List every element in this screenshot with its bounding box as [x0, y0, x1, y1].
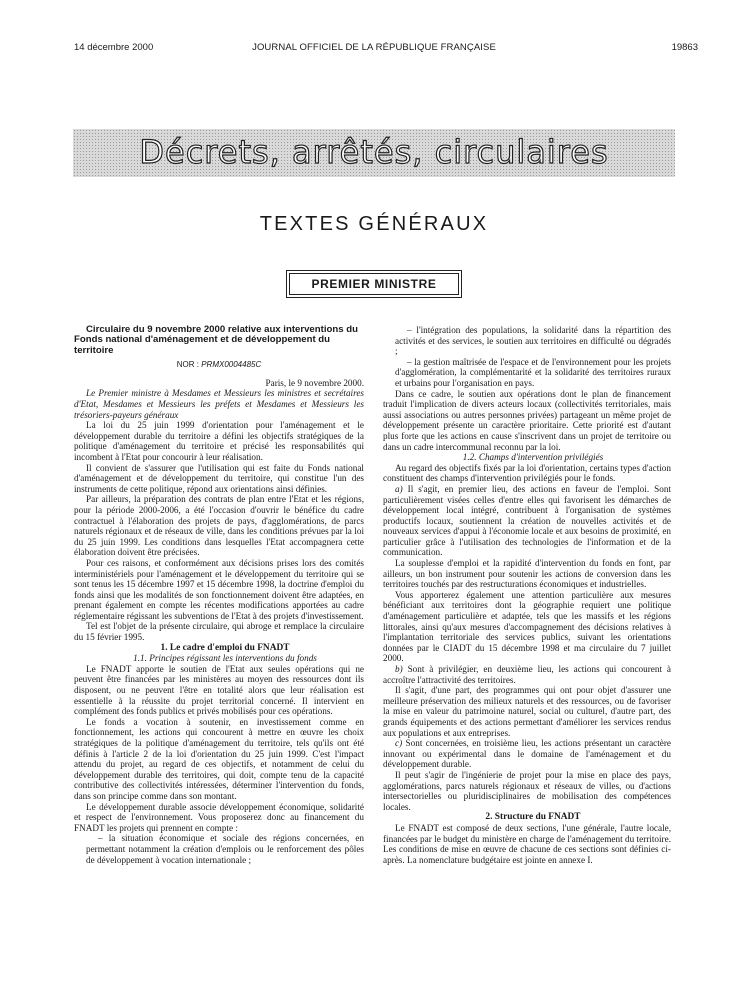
page-number: 19863: [671, 42, 698, 53]
journal-title: JOURNAL OFFICIEL DE LA RÉPUBLIQUE FRANÇAISE: [252, 42, 496, 53]
heading-1-1: 1.1. Principes régissant les interventions du fonds: [133, 653, 317, 664]
banner-title: Décrets, arrêtés, circulaires: [139, 133, 609, 171]
nor-reference: [74, 360, 364, 371]
header-date: 14 décembre 2000: [74, 42, 154, 53]
paragraph: La souplesse d'emploi et la rapidité d'intervention du fonds en font, par ailleurs, un bon instrument pour soutenir les actions de conversion dans les territoires touchés par des restructurations économiques et industrielles.: [383, 558, 671, 590]
paragraph: Au regard des objectifs fixés par la loi d'orientation, certains types d'action constituent des champs d'intervention privilégiés pour le fonds.: [383, 462, 671, 484]
heading-1-2: 1.2. Champs d'intervention privilégiés: [462, 452, 604, 463]
item-label: b): [395, 664, 403, 674]
item-label: c): [395, 738, 403, 749]
paragraph: Pour ces raisons, et conformément aux décisions prises lors des comités interministériels pour l'aménagement et le développement du territoire qui se sont tenus les 15 décembre 1997 et 15 décembre 1998, la doctrine d'emploi du fonds ainsi que les modalités de son fonctionnement doivent être adaptées, en prenant également en compte les récentes modifications apportées au cadre réglementaire régissant les subventions de l'Etat à des projets d'investissement.: [74, 557, 364, 621]
circular-title: Circulaire du 9 novembre 2000 relative aux interventions du Fonds national d'aménagement et de développement du territoire: [74, 324, 358, 356]
heading-1: 1. Le cadre d'emploi du FNADT: [160, 642, 290, 653]
dash-item: – la gestion maîtrisée de l'espace et de l'environnement pour les projets d'agglomération, la complémentarité et la solidarité des territoires ruraux et urbains pour l'organisation en pays.: [395, 356, 671, 388]
paragraph: Le FNADT apporte le soutien de l'Etat aux seules opérations qui ne peuvent être financées par les ministères au moyen des ressources dont ils disposent, ou ne peuvent l'être en totalité alors que leur réalisation est essentielle à la réussite du projet territorial concerné. Il intervient en complément des fonds publics et privés mobilisés pour ces opérations.: [74, 663, 364, 717]
paragraph: Dans ce cadre, le soutien aux opérations dont le plan de financement traduit l'implication de divers acteurs locaux (collectivités territoriales, mais aussi associations ou autres personnes privées) partageant un même projet de développement présente un caractère prioritaire. Cette priorité est d'autant plus forte que les actions en cause s'inscrivent dans un projet de territoire ou dans un cadre intercommunal reconnu par la loi.: [383, 388, 671, 452]
dash-item: – la situation économique et sociale des régions concernées, en permettant notamment la création d'emplois ou le renforcement des pôles de développement à vocation internationale ;: [86, 833, 364, 865]
paragraph: Le FNADT est composé de deux sections, l'une générale, l'autre locale, financées par le budget du ministère en charge de l'aménagement du territoire. Les conditions de mise en œuvre de chacune de ces sections sont définies ci-après. La nomenclature budgétaire est jointe en annexe I.: [383, 822, 671, 865]
left-column: [74, 325, 364, 865]
right-column: [383, 325, 671, 865]
addressee: Le Premier ministre à Mesdames et Messieurs les ministres et secrétaires d'Etat, Mesdames et Messieurs les préfets et Mesdames et Messieurs les trésoriers-payeurs généraux: [74, 388, 364, 420]
paragraph: Par ailleurs, la préparation des contrats de plan entre l'Etat et les régions, pour la période 2000-2006, a été l'occasion d'ouvrir le bénéfice du cadre contractuel à l'élaboration des projets de pays, d'agglomérations, de parcs naturels régionaux et de réseaux de ville, dans les conditions prévues par la loi du 25 juin 1999. Les conditions dans lesquelles l'Etat accompagnera cette élaboration doivent être précisées.: [74, 494, 364, 558]
paragraph: Tel est l'objet de la présente circulaire, qui abroge et remplace la circulaire du 15 février 1995.: [74, 621, 364, 643]
section-banner: [73, 129, 675, 177]
paragraph: Il convient de s'assurer que l'utilisation qui est faite du Fonds national d'aménagement et de développement du territoire, qui constitue l'un des instruments de cette politique, répond aux orientations ainsi définies.: [74, 462, 364, 494]
heading-2: 2. Structure du FNADT: [485, 812, 581, 823]
ministry-box: [286, 270, 462, 298]
paragraph: Il s'agit, d'une part, des programmes qui ont pour objet d'assurer une meilleure préservation des milieux naturels et des ressources, ou de favoriser la mise en valeur du patrimoine naturel, social ou culturel, d'autre part, des grands équipements et des actions permettant d'améliorer les services rendus aux populations et aux entreprises.: [383, 685, 671, 738]
paragraph: Vous apporterez également une attention particulière aux mesures bénéficiant aux territoires dont la géographie requiert une politique d'aménagement particulière et adaptée, tels que les massifs et les régions littorales, ainsi qu'aux mesures d'accompagnement des décisions relatives à l'implantation territoriale des services publics, suivant les orientations données par le CIADT du 15 décembre 1998 et ma circulaire du 7 juillet 2000.: [383, 589, 671, 664]
paragraph: Le fonds a vocation à soutenir, en investissement comme en fonctionnement, les actions qui concourent à mettre en œuvre les choix stratégiques de la politique d'aménagement du territoire, tels qu'ils ont été définis à l'article 2 de la loi d'orientation du 25 juin 1999. C'est l'impact attendu du projet, au regard de ces objectifs, et notamment de celui du développement durable des territoires, qui doit, compte tenu de la capacité contributive des collectivités intéressées, déterminer l'intervention du fonds, dans son principe comme dans son montant.: [74, 716, 364, 801]
paragraph-c: c) Sont concernées, en troisième lieu, les actions présentant un caractère innovant ou expérimental dans le domaine de l'aménagement et du développement durable.: [383, 738, 672, 770]
running-header: [0, 42, 748, 56]
place-date: Paris, le 9 novembre 2000.: [265, 377, 364, 388]
paragraph-b: b) Sont à privilégier, en deuxième lieu, les actions qui concourent à accroître l'attractivité des territoires.: [383, 664, 671, 685]
nor-label: NOR :: [176, 360, 199, 370]
section-title: TEXTES GÉNÉRAUX: [259, 213, 489, 235]
paragraph: Il peut s'agir de l'ingénierie de projet pour la mise en place des pays, agglomérations, parcs naturels régionaux et réseaux de villes, ou d'actions intersectorielles ou pluridisciplinaires de mobilisation des compétences locales.: [383, 769, 671, 812]
nor-value: PRMX0004485C: [201, 360, 262, 370]
item-label: a): [395, 483, 403, 494]
paragraph: La loi du 25 juin 1999 d'orientation pour l'aménagement et le développement durable du territoire a défini les objectifs stratégiques de la politique d'aménagement du territoire et précisé les responsabilités qui incombent à l'Etat pour concourir à leur réalisation.: [74, 420, 364, 462]
paragraph: Le développement durable associe développement économique, solidarité et respect de l'environnement. Vous proposerez donc au financement du FNADT les projets qui prennent en compte :: [74, 801, 364, 833]
paragraph-a: a) Il s'agit, en premier lieu, des actions en faveur de l'emploi. Sont particulièrement visées celles d'entre elles qui favorisent les démarches de développement local intégré, contribuent à l'organisation de systèmes productifs locaux, soutiennent la création de nouvelles activités et de nouveaux services d'appui à l'économie locale et aux besoins de proximité, en particulier grâce à l'utilisation des technologies de l'information et de la communication.: [383, 483, 671, 558]
dash-item: – l'intégration des populations, la solidarité dans la répartition des activités et des services, le soutien aux territoires en difficulté ou dégradés ;: [395, 325, 671, 357]
ministry-label: PREMIER MINISTRE: [289, 273, 459, 295]
